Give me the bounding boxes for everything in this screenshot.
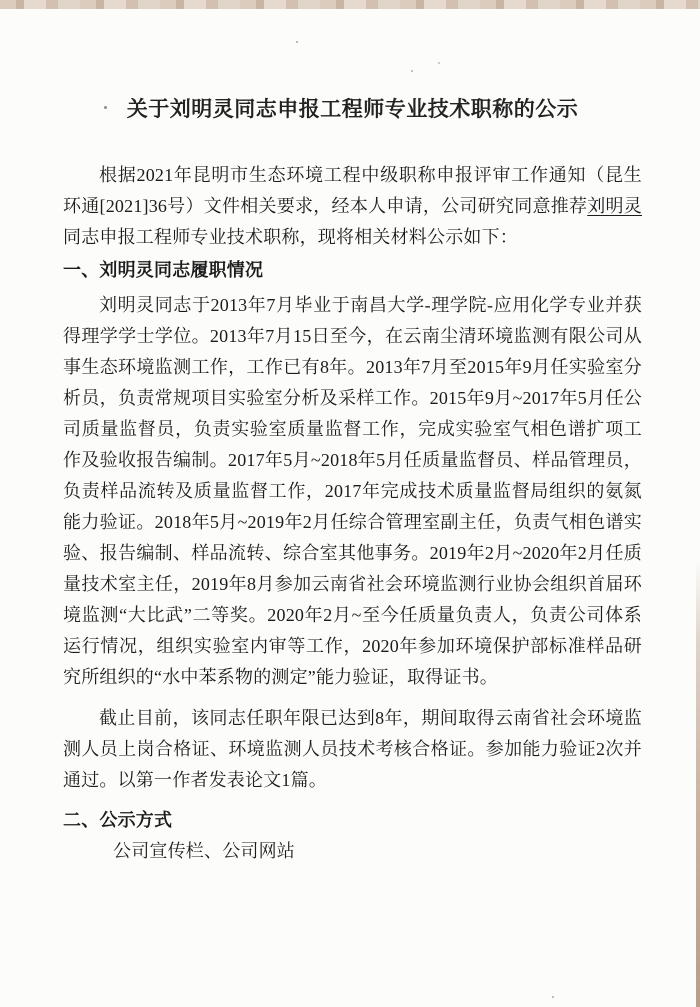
section2-heading: 二、公示方式 [63,810,173,830]
intro-text-after: 同志申报工程师专业技术职称，现将相关材料公示如下： [63,227,518,247]
scan-edge-right-artifact [696,560,700,1007]
section1-heading: 一、刘明灵同志履职情况 [63,260,264,280]
publicity-method-paragraph: 公司宣传栏、公司网站 [113,841,295,861]
intro-text-before: 根据2021年昆明市生态环境工程中级职称申报评审工作通知（昆生环通[2021]36号）文件相关要求，经本人申请，公司研究同意推荐 [63,165,642,216]
career-history-paragraph: 刘明灵同志于2013年7月毕业于南昌大学-理学院-应用化学专业并获得理学学士学位。2013年7月15日至今，在云南尘清环境监测有限公司从事生态环境监测工作，工作已有8年。2013年7月至2015年9月任实验室分析员，负责常规项目实验室分析及采样工作。2015年9月~2017年5月任公司质量监督员，负责实验室质量监督工作，完成实验室气相色谱扩项工作及验收报告编制。2017年5月~2018年5月任质量监督员、样品管理员，负责样品流转及质量监督工作，2017年完成技术质量监督局组织的氨氮能力验证。2018年5月~2019年2月任综合管理室副主任，负责气相色谱实验、报告编制、样品流转、综合室其他事务。2019年2月~2020年2月任质量技术室主任，2019年8月参加云南省社会环境监测行业协会组织首届环境监测“大比武”二等奖。2020年2月~至今任质量负责人，负责公司体系运行情况，组织实验室内审等工作，2020年参加环境保护部标准样品研究所组织的“水中苯系物的测定”能力验证，取得证书。 [63,295,642,687]
document-content [63,0,642,867]
scan-speck [552,996,554,998]
intro-paragraph [63,160,642,253]
applicant-name: 刘明灵 [587,196,642,216]
qualifications-paragraph: 截止目前，该同志任职年限已达到8年，期间取得云南省社会环境监测人员上岗合格证、环境监测人员技术考核合格证。参加能力验证2次并通过。以第一作者发表论文1篇。 [63,708,642,790]
document-title: 关于刘明灵同志申报工程师专业技术职称的公示 [126,97,579,121]
